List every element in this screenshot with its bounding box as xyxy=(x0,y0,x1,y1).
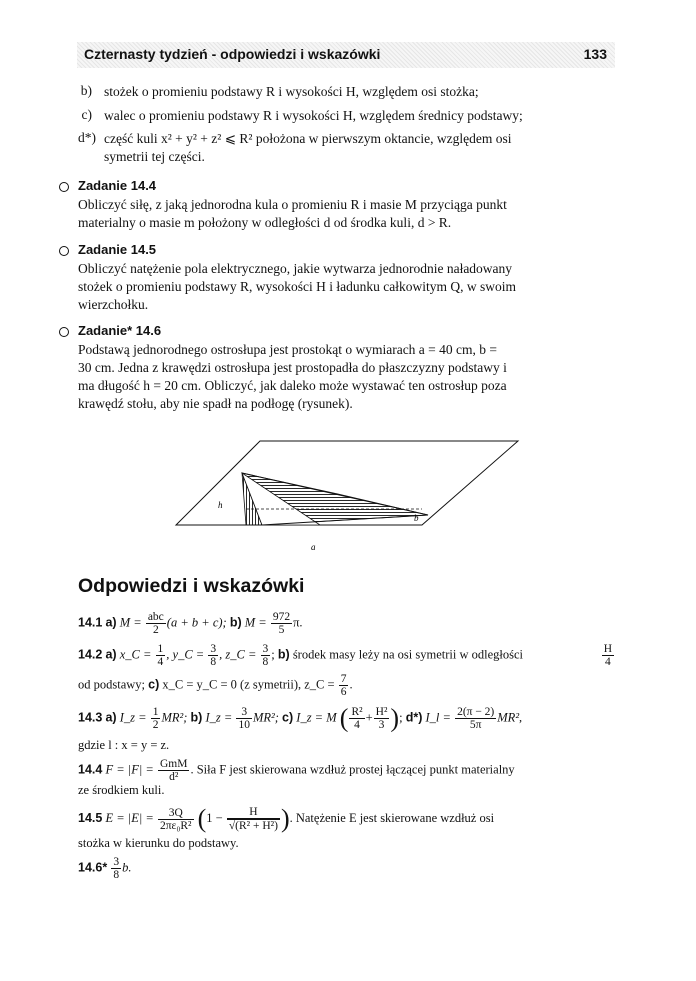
list-label-b: b) xyxy=(80,83,92,98)
list-label-d: d*) xyxy=(78,130,96,145)
problem-title-14-4: Zadanie 14.4 xyxy=(78,178,157,193)
problem-text: ma długość h = 20 cm. Obliczyć, jak daleko może wystawać ten ostrosłup poza xyxy=(78,378,507,393)
answer-14-6: 14.6* $\frac{3}{8}$ b. xyxy=(78,856,132,881)
problem-text: krawędź stołu, aby nie spadł na podłogę (rysunek). xyxy=(78,396,353,411)
label-h: h xyxy=(218,500,223,510)
answer-14-5: 14.5 E = |E| = $\frac{3Q}{\text{2πε₀R²}}$ (1 − $\frac{H}{\text{√(R² + H²)}}$ ). Natężenie E jest skierowane wzdłuż osi xyxy=(78,804,495,833)
pyramid-table-figure xyxy=(170,436,522,556)
problem-text: stożek o promieniu podstawy R, wysokości H i ładunku całkowitym Q, w swoim xyxy=(78,279,516,294)
list-item-b: stożek o promieniu podstawy R i wysokości H, względem osi stożka; xyxy=(104,84,479,99)
label-b: b xyxy=(414,513,419,523)
answer-14-2-line-2: od podstawy; c) x_C = y_C = 0 (z symetrii), z_C = $\frac{7}{6}$ . xyxy=(78,673,353,698)
list-item-d-line-1: część kuli x² + y² + z² ⩽ R² położona w pierwszym oktancie, względem osi xyxy=(104,131,512,146)
answer-14-1: 14.1 a) M = abc 2 (a + b + c); b) M = $\frac{972}{5}$ π. xyxy=(78,611,303,636)
answer-14-3-line-2: gdzie l : x = y = z. xyxy=(78,738,170,752)
problem-title-14-6: Zadanie* 14.6 xyxy=(78,323,162,338)
problem-text: Obliczyć natężenie pola elektrycznego, jakie wytwarza jednorodnie naładowany xyxy=(78,261,513,276)
bullet-circle-icon xyxy=(59,327,69,337)
answer-14-5-line-2: stożka w kierunku do podstawy. xyxy=(78,836,239,850)
label-a: a xyxy=(311,542,316,552)
answer-14-4-line-2: ze środkiem kuli. xyxy=(78,783,165,797)
answer-14-2: 14.2 a) x_C = $\frac{1}{4}$ , y_C = $\frac{3}{8}$ , z_C = $\frac{3}{8}$ ; b) środek masy leży na osi symetrii w odległości H 4 xyxy=(78,643,612,668)
problem-title-14-5: Zadanie 14.5 xyxy=(78,242,157,257)
bullet-circle-icon xyxy=(59,246,69,256)
problem-text: Podstawą jednorodnego ostrosłupa jest prostokąt o wymiarach a = 40 cm, b = xyxy=(78,342,498,357)
problem-text: wierzchołku. xyxy=(78,297,149,312)
problem-text: Obliczyć siłę, z jaką jednorodna kula o promieniu R i masie M przyciąga punkt xyxy=(78,197,507,212)
problem-text: 30 cm. Jedna z krawędzi ostrosłupa jest prostopadła do płaszczyzny podstawy i xyxy=(78,360,507,375)
header-title: Czternasty tydzień - odpowiedzi i wskazówki xyxy=(84,46,381,62)
answers-section-title: Odpowiedzi i wskazówki xyxy=(78,575,305,597)
list-label-c: c) xyxy=(81,107,92,122)
answer-14-4: 14.4 F = |F| = GmM d² . Siła F jest skierowana wzdłuż prostej łączącej punkt materialny xyxy=(78,758,515,783)
list-item-d-line-2: symetrii tej części. xyxy=(104,149,205,164)
running-header xyxy=(77,42,615,68)
list-item-c: walec o promieniu podstawy R i wysokości H, względem średnicy podstawy; xyxy=(104,108,523,123)
bullet-circle-icon xyxy=(59,182,69,192)
problem-text: materialny o masie m położony w odległości d od środka kuli, d > R. xyxy=(78,215,452,230)
answer-14-3: 14.3 a) I_z = $\frac{1}{2}$ MR²; b) I_z = $\frac{3}{10}$ MR²; c) I_z = M ( $\frac{\text{R²}}{4}$ + $\frac{\text{H²}}{3}$ ); d*) I_l = $\frac{2(\pi - 2)}{5\pi}$ MR², xyxy=(78,703,523,733)
page-number: 133 xyxy=(583,46,607,62)
